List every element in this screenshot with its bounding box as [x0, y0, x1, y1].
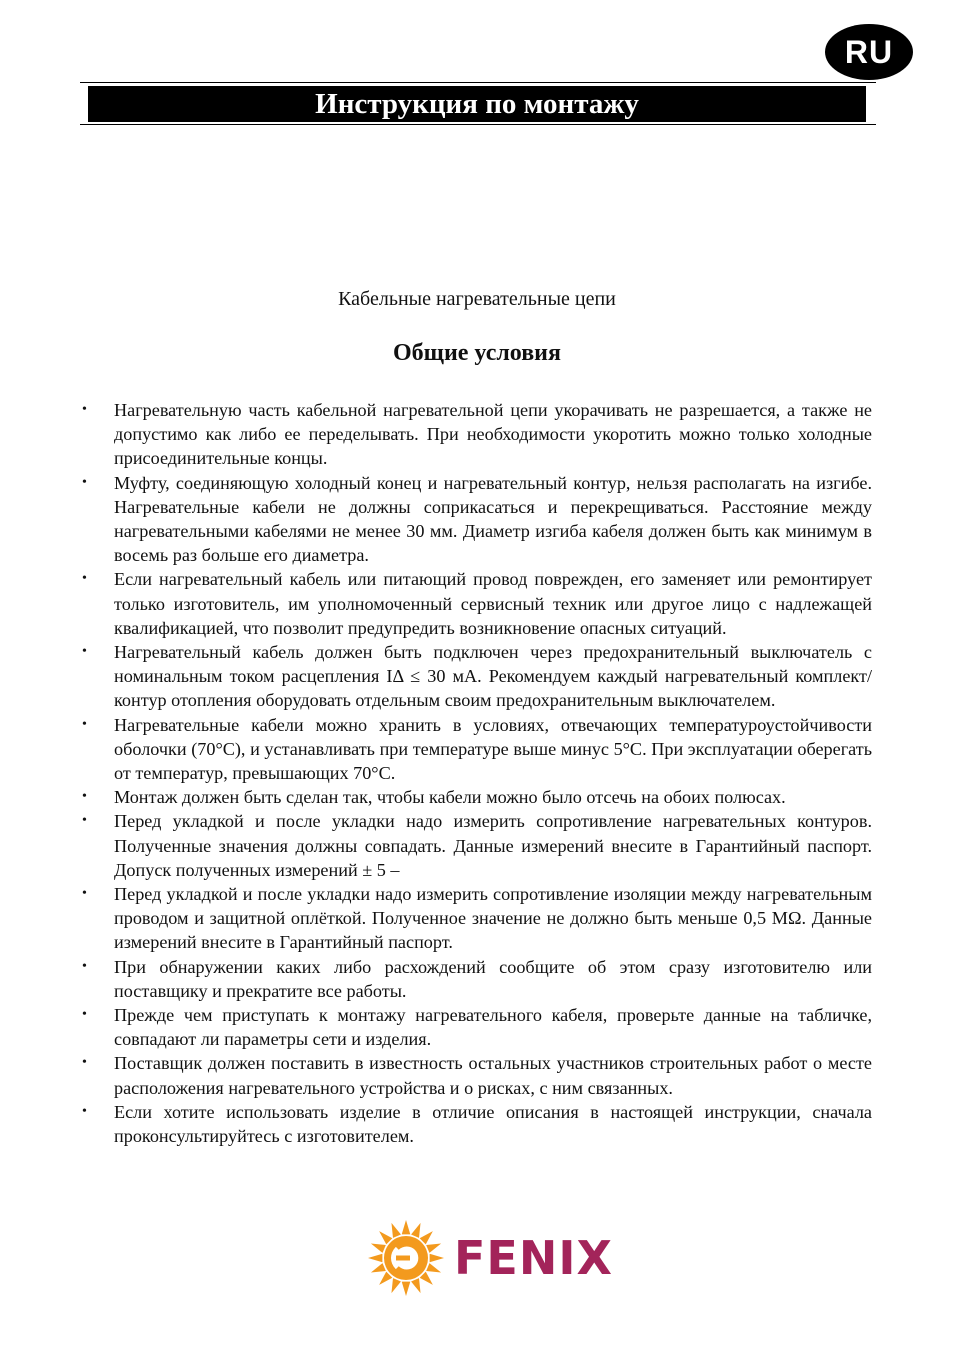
list-item: [80, 785, 872, 809]
sun-icon: [366, 1218, 446, 1298]
bullet-icon: •: [82, 789, 87, 805]
fenix-logo: [366, 1218, 613, 1298]
list-item: [80, 640, 872, 713]
list-item-text: Поставщик должен поставить в известность остальных участников строительных работ о месте расположения нагревательного устройства и о рисках, с ним связанных.: [114, 1053, 872, 1098]
sun-ray: [411, 1223, 420, 1238]
list-item-text: Монтаж должен быть сделан так, чтобы кабели можно было отсечь на обоих полюсах.: [114, 787, 786, 808]
bullet-icon: •: [82, 571, 87, 587]
bullet-icon: •: [82, 474, 87, 490]
list-item: [80, 955, 872, 1003]
list-item-text: Перед укладкой и после укладки надо измерить сопротивление нагревательных контуров. Полученные значения должны совпадать. Данные измерений внесите в Гарантийный паспорт. Допуск полученных измерений ± 5 –: [114, 811, 872, 880]
list-item-text: Нагревательную часть кабельной нагревательной цепи укорачивать не разрешается, а также не допустимо как либо ее переделывать. При необходимости укоротить можно только холодные присоединительные концы.: [114, 400, 872, 469]
title-rule-top: [80, 82, 876, 83]
language-code: RU: [844, 33, 894, 70]
list-item-text: Нагревательный кабель должен быть подключен через предохранительный выключатель с номинальным током расцепления IΔ ≤ 30 мА. Рекомендуем каждый нагревательный комплект/контур отопления оборудовать отдельным своим предохранительным выключателем.: [114, 642, 872, 711]
language-badge: [825, 24, 913, 80]
list-item: [80, 809, 872, 882]
sun-ray: [368, 1254, 382, 1263]
page-title: Инструкция по монтажу: [315, 87, 639, 120]
sun-ray: [411, 1278, 420, 1293]
subtitle: Кабельные нагревательные цепи: [338, 288, 616, 310]
list-item-text: Если нагревательный кабель или питающий провод поврежден, его заменяет или ремонтирует только изготовитель, им уполномоченный сервисный техник или другое лицо с надлежащей квалификацией, что позволит предупредить возникновение опасных ситуаций.: [114, 569, 872, 638]
list-item: [80, 882, 872, 955]
list-item: [80, 1100, 872, 1148]
list-item: [80, 567, 872, 640]
list-item-text: Перед укладкой и после укладки надо измерить сопротивление изоляции между нагревательным проводом и защитной оплёткой. Полученное значение не должно быть меньше 0,5 MΩ. Данные измерений внесите в Гарантийный паспорт.: [114, 884, 872, 953]
sun-ray: [402, 1220, 411, 1234]
sun-ray: [430, 1254, 444, 1263]
bullet-icon: •: [82, 1007, 87, 1023]
sun-ray: [426, 1263, 441, 1272]
sun-ray: [426, 1243, 441, 1252]
sun-ray: [379, 1231, 392, 1244]
bullet-icon: •: [82, 886, 87, 902]
list-item-text: Прежде чем приступать к монтажу нагревательного кабеля, проверьте данные на табличке, совпадают ли параметры сети и изделия.: [114, 1005, 872, 1050]
bullet-icon: •: [82, 716, 87, 732]
title-bar: [88, 86, 866, 122]
bullet-icon: •: [82, 1055, 87, 1071]
sun-ray: [402, 1282, 411, 1296]
rules-list: [80, 398, 872, 1148]
list-item: [80, 471, 872, 568]
bullet-icon: •: [82, 1103, 87, 1119]
list-item-text: Муфту, соединяющую холодный конец и нагревательный контур, нельзя располагать на изгибе. Нагревательные кабели не должны соприкасаться и перекрещиваться. Расстояние между нагревательными кабелями не менее 30 мм. Диаметр изгиба кабеля должен быть как минимум в восемь раз больше его диаметра.: [114, 472, 872, 566]
list-item-text: При обнаружении каких либо расхождений сообщите об этом сразу изготовителю или поставщику и прекратите все работы.: [114, 956, 872, 1001]
list-item-text: Нагревательные кабели можно хранить в условиях, отвечающих температуроустойчивости оболочки (70°C), и устанавливать при температуре выше минус 5°C. При эксплуатации оберегать от температур, превышающих 70°C.: [114, 714, 872, 784]
sun-ray: [379, 1272, 392, 1285]
section-heading: Общие условия: [393, 340, 561, 366]
sun-ray: [371, 1243, 386, 1252]
list-item: [80, 1051, 872, 1099]
list-item: [80, 398, 872, 471]
list-item-text: Если хотите использовать изделие в отличие описания в настоящей инструкции, сначала проконсультируйтесь с изготовителем.: [114, 1101, 872, 1147]
sun-ray: [420, 1231, 433, 1244]
sun-ray: [420, 1272, 433, 1285]
sun-ray: [391, 1278, 400, 1293]
list-item: [80, 713, 872, 786]
list-item: [80, 1003, 872, 1051]
logo-wordmark: FENIX: [454, 1231, 613, 1285]
sun-ray: [371, 1263, 386, 1272]
sun-ray: [391, 1223, 400, 1238]
bullet-icon: •: [82, 813, 87, 829]
title-rule-bottom: [80, 124, 876, 125]
bullet-icon: •: [82, 644, 87, 660]
bullet-icon: •: [82, 402, 87, 417]
bullet-icon: •: [82, 958, 87, 974]
